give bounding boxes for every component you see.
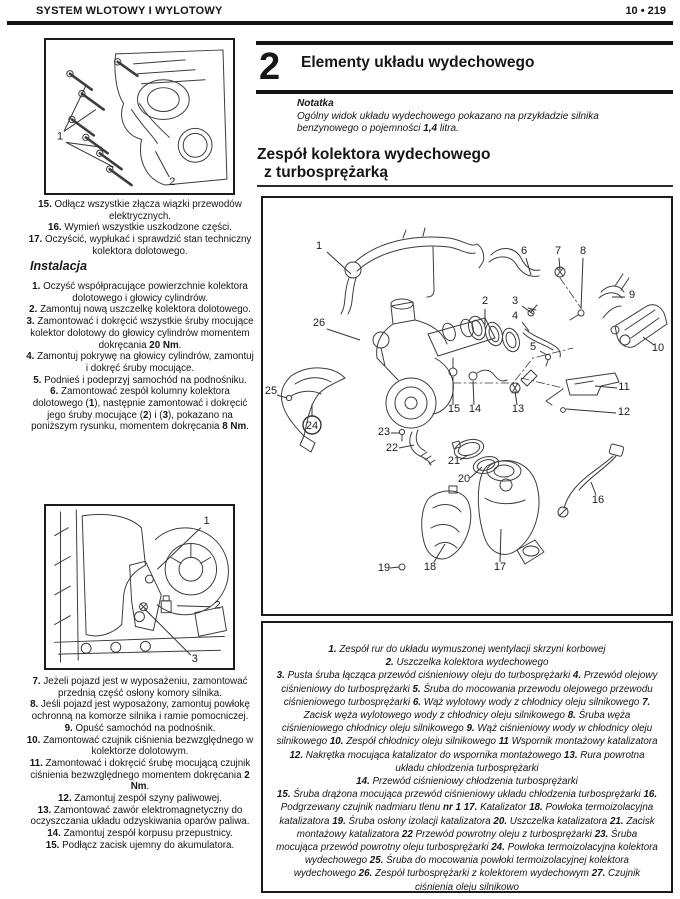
figure-intake-manifold-bolts: [44, 38, 235, 195]
legend-item: 8. Śruba węża ciśnieniowego chłodnicy oleju silnikowego: [281, 710, 631, 735]
step-item: 13. Zamontować zawór elektromagnetyczny do oczyszczania układu odzyskiwania oparów paliwa.: [30, 804, 250, 828]
step-item: 6. Zamontować zespół kolumny kolektora dolotowego (1), następnie zamontować i dokręcić jego śruby mocujące (2) i (3), pokazano na poniższym rysunku, momentem dokręcania 8 Nm.: [31, 386, 249, 433]
step-item: 11. Zamontować i dokręcić śrubę mocującą czujnik ciśnienia bezwzględnego momentem dokręcania 2 Nm.: [29, 757, 251, 793]
figure-turbo-exhaust-manifold-exploded: [261, 196, 673, 616]
step-item: 14. Zamontuj zespół korpusu przepustnicy.: [47, 828, 233, 840]
legend-item: 2. Uszczelka kolektora wydechowego: [385, 657, 549, 669]
legend-item: 5. Śruba do mocowania przewodu olejowego przewodu ciśnieniowego turbosprężarki: [283, 683, 653, 708]
callout-leader-line: [177, 606, 211, 607]
legend-item: 13. Rura powrotna układu chłodzenia turbosprężarki: [395, 749, 645, 774]
callout-14: 14: [468, 403, 482, 415]
callout-leader-line: [144, 609, 190, 655]
legend-item: 11 Wspornik montażowy katalizatora: [498, 736, 658, 748]
subsection-heading-line1: Zespół kolektora wydechowego: [257, 146, 491, 163]
figure1-illustration: [46, 40, 233, 193]
callout-3: 3: [511, 295, 519, 307]
legend-item: 1. Zespół rur do układu wymuszonej wentylacji skrzyni korbowej: [328, 644, 606, 655]
callout-10: 10: [651, 342, 665, 354]
legend-item: 14. Przewód ciśnieniowy chłodzenia turbosprężarki: [356, 776, 578, 788]
page-header-title: SYSTEM WLOTOWY I WYLOTOWY: [36, 5, 223, 17]
callout-8: 8: [579, 245, 587, 257]
callout-2: 2: [481, 295, 489, 307]
diagram-legend: [261, 621, 673, 893]
step-item: 7. Jeżeli pojazd jest w wyposażeniu, zamontować przednią część osłony komory silnika.: [32, 676, 248, 699]
callout-leader-line: [64, 86, 86, 132]
callout-24: 24: [305, 420, 319, 432]
figure-manifold-column-bracket: [44, 504, 235, 670]
step-item: 17. Oczyścić, wypłukać i sprawdzić stan techniczny kolektora dolotowego.: [28, 234, 252, 257]
step-item: 16. Wymień wszystkie uszkodzone części.: [48, 222, 232, 234]
step-item: 12. Zamontuj zespół szyny paliwowej.: [58, 793, 222, 805]
callout-2: 2: [169, 176, 176, 189]
legend-item: 20. Uszczelka katalizatora: [493, 815, 608, 827]
callout-22: 22: [385, 442, 399, 454]
step-item: 1. Oczyść współpracujące powierzchnie kolektora dolotowego i głowicy cylindrów.: [32, 281, 248, 304]
legend-item: 22 Przewód powrotny oleju z turbosprężarki: [401, 828, 592, 840]
callout-18: 18: [423, 561, 437, 573]
callout-leader-line: [581, 258, 583, 309]
callout-6: 6: [520, 245, 528, 257]
exploded-diagram: [263, 198, 671, 614]
final-steps-list: [24, 676, 256, 852]
step-item: 3. Zamontować i dokręcić wszystkie śruby mocujące kolektor dolotowy do głowicy cylindrów momentem dokręcania 20 Nm.: [26, 316, 254, 351]
step-item: 4. Zamontuj pokrywę na głowicy cylindrów, zamontuj i dokręć śruby mocujące.: [26, 351, 254, 374]
callout-leader-line: [473, 381, 474, 405]
legend-item: 26. Zespół turbosprężarki z kolektorem wydechowym: [358, 868, 589, 880]
step-item: 8. Jeśli pojazd jest wyposażony, zamontuj powłokę ochronną na komorze silnika i ramie pomocniczej.: [30, 699, 250, 723]
callout-leader-line: [559, 258, 560, 270]
legend-item: 25. Śruba do mocowania powłoki termoizolacyjnej kolektora wydechowego: [293, 855, 630, 880]
removal-steps-list: [24, 199, 256, 258]
callout-25: 25: [264, 385, 278, 397]
callout-5: 5: [529, 341, 537, 353]
legend-item: 24. Powłoka termoizolacyjna kolektora wydechowego: [304, 842, 658, 867]
step-item: 9. Opuść samochód na podnośnik.: [64, 722, 216, 734]
figure2-art: [55, 510, 229, 662]
callout-leader-line: [595, 386, 617, 388]
callout-9: 9: [628, 289, 636, 301]
section-header: [256, 41, 673, 94]
callout-leader-line: [566, 409, 616, 413]
page-number: 10 • 219: [625, 5, 666, 17]
callout-3: 3: [191, 653, 198, 666]
subsection-heading: [257, 146, 673, 187]
figure1-art: [67, 50, 227, 185]
legend-item: 12. Nakrętka mocująca katalizator do wspornika montażowego: [289, 749, 562, 761]
callout-1: 1: [203, 514, 210, 527]
step-item: 10. Zamontować czujnik ciśnienia bezwzględnego w kolektorze dolotowym.: [26, 734, 254, 758]
installation-heading: Instalacja: [30, 259, 87, 273]
callout-20: 20: [457, 473, 471, 485]
section-number: 2: [259, 46, 280, 88]
callout-leader-line: [327, 329, 360, 340]
legend-item: 9. Wąż ciśnieniowy wody w chłodnicy oleju silnikowego: [276, 723, 653, 748]
note-label: Notatka: [297, 98, 334, 109]
callout-23: 23: [377, 426, 391, 438]
callout-19: 19: [377, 562, 391, 574]
callout-15: 15: [447, 403, 461, 415]
legend-item: 10. Zespół chłodnicy oleju silnikowego: [329, 736, 496, 748]
legend-item: 27. Czujnik ciśnienia oleju silnikowo: [414, 868, 641, 893]
step-item: 15. Odłącz wszystkie złącza wiązki przewodów elektrycznych.: [38, 199, 242, 222]
legend-item: 7. Zacisk węża wylotowego wody z chłodnicy oleju silnikowego: [303, 696, 651, 722]
callout-leader-line: [540, 351, 547, 355]
legend-item: 4. Przewód olejowy ciśnieniowy do turbosprężarki: [281, 670, 658, 695]
legend-item: 15. Śruba drążona mocująca przewód ciśnieniowy układu chłodzenia turbosprężarki: [276, 789, 641, 801]
callout-leader-line: [470, 467, 482, 478]
callout-2: 2: [214, 599, 221, 612]
install-steps-list: [24, 281, 256, 433]
callout-4: 4: [511, 310, 519, 322]
step-item: 15. Podłącz zacisk ujemny do akumulatora.: [45, 839, 235, 851]
callout-21: 21: [447, 455, 461, 467]
header-divider: [7, 21, 673, 25]
note-block: [297, 98, 663, 136]
callout-leader-line: [157, 528, 200, 569]
step-item: 2. Zamontuj nową uszczelkę kolektora dolotowego.: [29, 304, 251, 316]
legend-item: 18. Powłoka termoizolacyjna katalizatora: [279, 802, 654, 827]
legend-item: 17. Katalizator: [463, 802, 527, 814]
callout-12: 12: [617, 406, 631, 418]
callout-leader-line: [155, 151, 169, 177]
callout-7: 7: [554, 245, 562, 257]
subsection-heading-line2: z turbosprężarką: [264, 164, 389, 181]
callout-leader-line: [390, 567, 399, 568]
callout-11: 11: [618, 381, 630, 393]
legend-item: 16. Podgrzewany czujnik nadmiaru tlenu nr 1: [280, 789, 658, 814]
legend-item: 21. Zacisk montażowy katalizatora: [296, 815, 655, 840]
legend-item: 3. Pusta śruba łącząca przewód ciśnieniowy oleju do turbosprężarki: [276, 670, 571, 682]
callout-1: 1: [56, 130, 64, 143]
legend-item: 19. Śruba osłony izolacji katalizatora: [332, 815, 491, 827]
figure2-illustration: [46, 506, 233, 668]
callout-1: 1: [315, 240, 323, 252]
note-text: Ogólny widok układu wydechowego pokazano na przykładzie silnika benzynowego o pojemności 1,4 litra.: [297, 110, 599, 135]
callout-leader-line: [500, 529, 501, 562]
section-title: Elementy układu wydechowego: [301, 54, 535, 71]
callout-13: 13: [511, 403, 525, 415]
callout-17: 17: [493, 561, 507, 573]
callout-16: 16: [591, 494, 605, 506]
step-item: 5. Podnieś i podeprzyj samochód na podnośniku.: [33, 374, 247, 386]
legend-item: 23. Śruba mocująca przewód powrotny oleju turbosprężarki: [276, 828, 638, 854]
legend-item: 6. Wąż wylotowy wody z chłodnicy oleju silnikowego: [412, 696, 640, 708]
callout-leader-line: [277, 395, 287, 398]
callout-26: 26: [312, 317, 326, 329]
callout-leader-line: [327, 252, 351, 274]
